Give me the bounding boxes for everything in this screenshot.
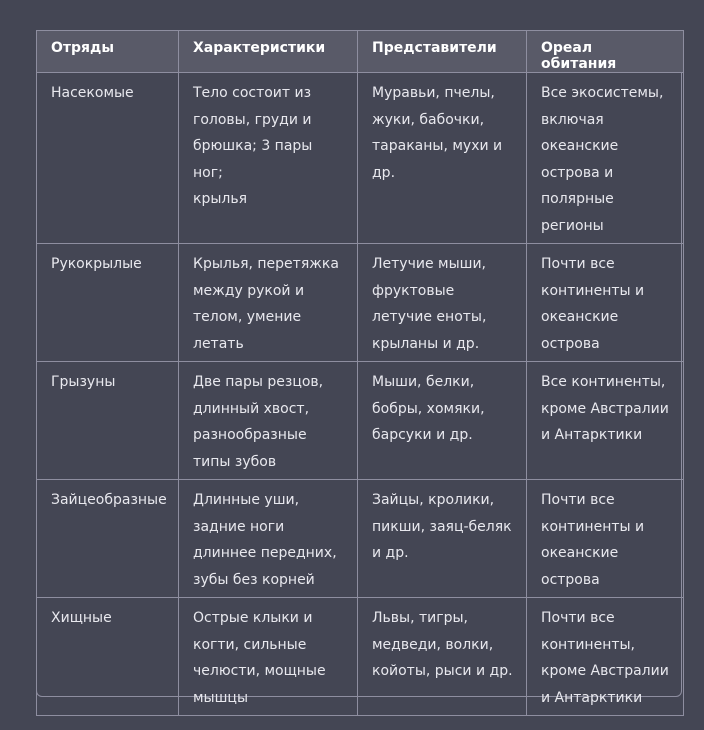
cell-line: острова: [541, 571, 600, 588]
cell-line: континенты и: [541, 282, 645, 299]
cell-traits: [179, 244, 358, 362]
cell-line: Почти все: [541, 256, 615, 272]
header-row: [37, 31, 684, 73]
cell-line: Почти все: [541, 610, 615, 626]
cell-line: Летучие мыши,: [372, 256, 486, 272]
cell-line: регионы: [541, 217, 604, 234]
cell-line: зубы без корней: [193, 571, 315, 588]
cell-line: Тело состоит из: [193, 85, 312, 101]
table-row: [37, 244, 684, 362]
cell-line: др.: [372, 164, 396, 181]
cell-habitat: [527, 598, 684, 716]
cell-line: крылья: [193, 191, 248, 207]
cell-line: головы, груди и: [193, 111, 312, 128]
cell-line: Зайцы, кролики,: [372, 492, 495, 508]
cell-line: задние ноги: [193, 518, 285, 535]
cell-line: Мыши, белки,: [372, 374, 475, 390]
header-examples: Представители: [358, 31, 527, 73]
cell-line: Муравьи, пчелы,: [372, 85, 495, 101]
cell-order: Рукокрылые: [37, 244, 179, 362]
cell-line: континенты и: [541, 518, 645, 535]
cell-line: острова: [541, 335, 600, 352]
table-row: [37, 362, 684, 480]
table-header: [37, 31, 684, 73]
cell-traits: [179, 598, 358, 716]
cell-line: между рукой и: [193, 282, 305, 299]
cell-habitat: [527, 244, 684, 362]
cell-line: полярные: [541, 191, 614, 207]
table-row: [37, 480, 684, 598]
cell-line: острова и: [541, 164, 614, 181]
cell-order: Хищные: [37, 598, 179, 716]
cell-line: медведи, волки,: [372, 636, 494, 653]
cell-examples: [358, 362, 527, 480]
cell-line: брюшка; 3 пары ног;: [193, 138, 313, 181]
cell-line: океанские: [541, 138, 619, 154]
cell-examples: [358, 244, 527, 362]
table-body: [37, 73, 684, 716]
cell-traits: [179, 362, 358, 480]
cell-line: телом, умение: [193, 309, 302, 325]
cell-line: континенты,: [541, 636, 636, 653]
table-row: [37, 598, 684, 716]
cell-line: крыланы и др.: [372, 335, 480, 352]
cell-line: включая: [541, 111, 604, 128]
cell-examples: [358, 480, 527, 598]
cell-line: Крылья, перетяжка: [193, 256, 339, 272]
cell-traits: [179, 73, 358, 244]
cell-line: Длинные уши,: [193, 492, 300, 508]
cell-habitat: [527, 480, 684, 598]
cell-line: Две пары резцов,: [193, 374, 324, 390]
cell-line: кроме Австралии: [541, 663, 669, 679]
cell-line: мышцы: [193, 689, 249, 706]
animal-orders-table-container: [36, 30, 682, 706]
cell-line: Почти все: [541, 492, 615, 508]
header-habitat: Ореал обитания: [527, 31, 684, 73]
cell-line: Все экосистемы,: [541, 85, 664, 101]
cell-traits: [179, 480, 358, 598]
header-traits: Характеристики: [179, 31, 358, 73]
cell-order: Зайцеобразные: [37, 480, 179, 598]
cell-line: длиннее передних,: [193, 545, 337, 561]
cell-line: и Антарктики: [541, 427, 643, 443]
cell-line: когти, сильные: [193, 636, 307, 653]
cell-line: Львы, тигры,: [372, 610, 468, 626]
cell-line: разнообразные: [193, 427, 307, 443]
cell-line: пикши, заяц-беляк: [372, 518, 512, 535]
cell-line: бобры, хомяки,: [372, 400, 485, 417]
cell-examples: [358, 598, 527, 716]
cell-line: челюсти, мощные: [193, 663, 326, 679]
cell-order: Грызуны: [37, 362, 179, 480]
cell-line: барсуки и др.: [372, 427, 473, 443]
cell-habitat: [527, 362, 684, 480]
cell-habitat: [527, 73, 684, 244]
cell-line: тараканы, мухи и: [372, 138, 503, 154]
cell-line: фруктовые: [372, 282, 455, 299]
cell-line: и Антарктики: [541, 689, 643, 706]
cell-order: Насекомые: [37, 73, 179, 244]
cell-line: Острые клыки и: [193, 610, 313, 626]
cell-line: Все континенты,: [541, 374, 666, 390]
cell-line: океанские: [541, 309, 619, 325]
cell-line: кроме Австралии: [541, 400, 669, 417]
cell-line: и др.: [372, 545, 409, 561]
header-orders: Отряды: [37, 31, 179, 73]
cell-line: жуки, бабочки,: [372, 111, 485, 128]
cell-line: длинный хвост,: [193, 400, 310, 417]
cell-line: типы зубов: [193, 453, 277, 470]
cell-line: океанские: [541, 545, 619, 561]
animal-orders-table: [36, 30, 684, 716]
cell-line: койоты, рыси и др.: [372, 663, 513, 679]
cell-examples: [358, 73, 527, 244]
cell-line: летучие еноты,: [372, 309, 487, 325]
table-row: [37, 73, 684, 244]
cell-line: летать: [193, 335, 244, 352]
